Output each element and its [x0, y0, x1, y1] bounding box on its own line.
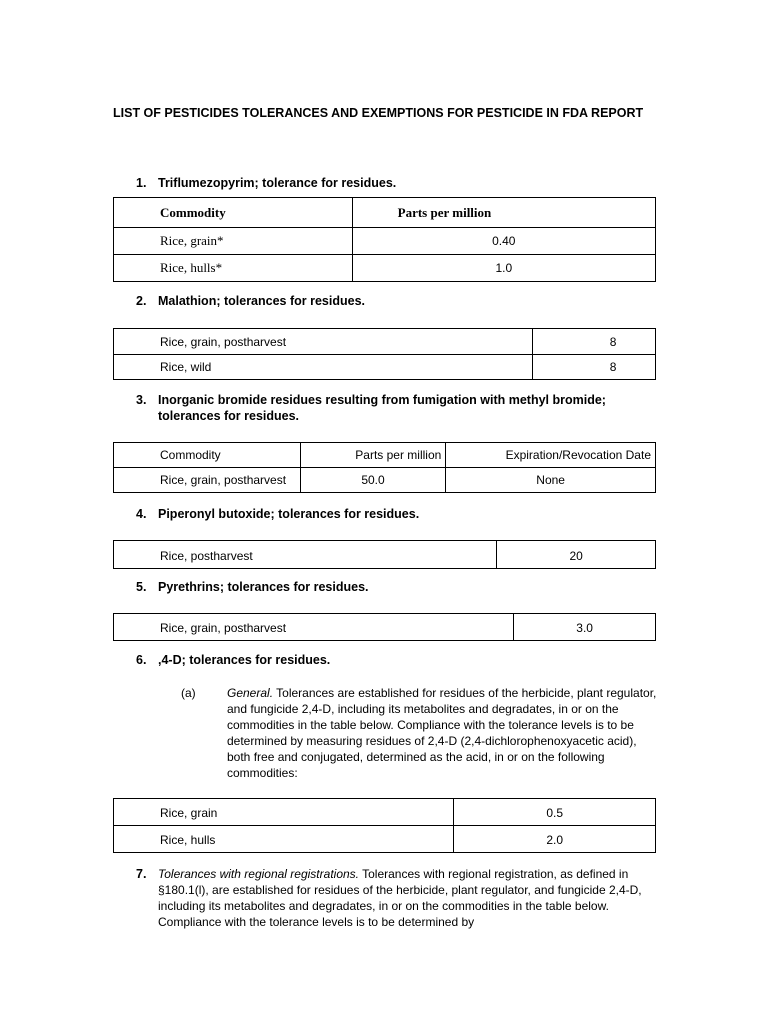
- table-pyrethrins: [113, 613, 656, 641]
- ppm-cell: 50.0: [300, 468, 446, 493]
- table-row: [114, 443, 656, 468]
- section-number: 2.: [136, 294, 147, 308]
- section-number: 7.: [136, 867, 147, 881]
- section-title: Pyrethrins; tolerances for residues.: [158, 580, 369, 594]
- table-row: [114, 826, 656, 853]
- section-5-heading: [136, 579, 666, 595]
- section-number: 4.: [136, 507, 147, 521]
- section-number: 6.: [136, 653, 147, 667]
- section-title: Piperonyl butoxide; tolerances for residues.: [158, 507, 420, 521]
- table-row: [114, 541, 656, 569]
- ppm-cell: 0.40: [352, 228, 655, 255]
- document-title: LIST OF PESTICIDES TOLERANCES AND EXEMPTIONS FOR PESTICIDE IN FDA REPORT: [113, 106, 644, 120]
- table-row: [114, 614, 656, 641]
- table-row: [114, 799, 656, 826]
- ppm-cell: 8: [533, 355, 656, 380]
- table-row: [114, 255, 656, 282]
- commodity-cell: Rice, postharvest: [114, 541, 497, 569]
- section-6-heading: [136, 652, 666, 668]
- section-7-paragraph: [158, 866, 658, 930]
- commodity-cell: Rice, hulls*: [114, 255, 353, 282]
- subsection-label: (a): [181, 686, 196, 700]
- ppm-cell: 1.0: [352, 255, 655, 282]
- section-number: 5.: [136, 580, 147, 594]
- column-header: Commodity: [114, 198, 353, 228]
- section-4-heading: [136, 506, 666, 522]
- section-title: Triflumezopyrim; tolerance for residues.: [158, 176, 397, 190]
- ppm-cell: 3.0: [514, 614, 656, 641]
- section-title: Inorganic bromide residues resulting from fumigation with methyl bromide; tolerances for residues.: [158, 393, 606, 423]
- section-title: Malathion; tolerances for residues.: [158, 294, 365, 308]
- table-row: [114, 228, 656, 255]
- table-malathion: [113, 328, 656, 380]
- date-cell: None: [446, 468, 656, 493]
- commodity-cell: Rice, grain, postharvest: [114, 614, 514, 641]
- table-triflumezopyrim: [113, 197, 656, 282]
- column-header: Expiration/Revocation Date: [446, 443, 656, 468]
- commodity-cell: Rice, hulls: [114, 826, 454, 853]
- ppm-cell: 20: [497, 541, 656, 569]
- commodity-cell: Rice, grain*: [114, 228, 353, 255]
- table-piperonyl-butoxide: [113, 540, 656, 569]
- italic-lead: Tolerances with regional registrations.: [158, 867, 359, 881]
- section-title: ,4-D; tolerances for residues.: [158, 653, 331, 667]
- section-3-heading: [136, 392, 666, 424]
- section-2-heading: [136, 293, 666, 309]
- paragraph-text: Tolerances with regional registration, as defined in §180.1(l), are established for residues of the herbicide, plant regulator, and fungicide 2,4-D, including its metabolites and degradates, in or on the commodities in the table below. Compliance with the tolerance levels is to be determined by: [158, 867, 642, 929]
- section-number: 1.: [136, 176, 147, 190]
- ppm-cell: 8: [533, 329, 656, 355]
- ppm-cell: 0.5: [454, 799, 656, 826]
- column-header: Parts per million: [300, 443, 446, 468]
- table-row: [114, 468, 656, 493]
- table-inorganic-bromide: [113, 442, 656, 493]
- column-header: Commodity: [114, 443, 301, 468]
- table-header-row: [114, 198, 656, 228]
- commodity-cell: Rice, grain, postharvest: [114, 329, 533, 355]
- italic-lead: General.: [227, 686, 274, 700]
- subsection-general-paragraph: [227, 685, 659, 781]
- section-number: 3.: [136, 393, 147, 407]
- table-24d: [113, 798, 656, 853]
- commodity-cell: Rice, wild: [114, 355, 533, 380]
- commodity-cell: Rice, grain: [114, 799, 454, 826]
- commodity-cell: Rice, grain, postharvest: [114, 468, 301, 493]
- table-row: [114, 355, 656, 380]
- column-header: Parts per million: [352, 198, 655, 228]
- section-1-heading: [136, 175, 666, 191]
- paragraph-text: Tolerances are established for residues of the herbicide, plant regulator, and fungicide 2,4-D, including its metabolites and degradates, in or on the commodities in the table below. Compliance with the tolerance levels is to be determined by measuring residues of 2,4-D (2,4-dichlorophenoxyacetic acid), both free and conjugated, determined as the acid, in or on the following commodities:: [227, 686, 657, 780]
- ppm-cell: 2.0: [454, 826, 656, 853]
- table-row: [114, 329, 656, 355]
